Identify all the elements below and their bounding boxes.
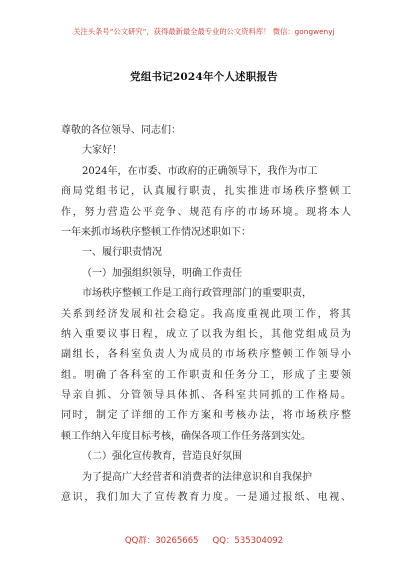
paragraph-line: 同时，制定了详细的工作方案和考核办法，将市场秩序整 <box>61 410 351 422</box>
paragraph-line: 商局党组书记，认真履行职责，扎实推进市场秩序整顿工 <box>61 186 351 198</box>
paragraph-line: 导亲自抓、分管领导具体抓、各科室共同抓的工作格局。 <box>61 390 351 402</box>
salutation: 尊敬的各位领导、同志们： <box>61 125 181 136</box>
footer-contact <box>0 534 408 546</box>
document-body <box>61 121 351 508</box>
qq-number: QQ：535304092 <box>212 536 284 546</box>
subsection-heading: （二）强化宣传教育，营造良好氛围 <box>82 451 242 463</box>
paragraph-line: 纳入重要议事日程，成立了以我为组长，其他党组成员为 <box>61 328 351 340</box>
paragraph-line: 组。明确了各科室的工作职责和任务分工，形成了主要领 <box>61 369 351 381</box>
section-heading: 一、履行职责情况 <box>82 247 162 259</box>
paragraph-line: 意识，我们加大了宣传教育力度。一是通过报纸、电视、 <box>61 492 351 504</box>
document-title: 党组书记2024年个人述职报告 <box>130 71 278 83</box>
paragraph-line: 2024年，在市委、市政府的正确领导下，我作为市工 <box>82 165 318 177</box>
paragraph-line: 副组长，各科室负责人为成员的市场秩序整顿工作领导小 <box>61 349 351 361</box>
greeting: 大家好！ <box>82 145 122 157</box>
subsection-heading: （一）加强组织领导，明确工作责任 <box>82 267 242 279</box>
paragraph-line: 作，努力营造公平竞争、规范有序的市场环境。现将本人 <box>61 206 351 218</box>
paragraph-line: 为了提高广大经营者和消费者的法律意识和自我保护 <box>82 471 312 483</box>
paragraph-line: 关系到经济发展和社会稳定。我高度重视此项工作，将其 <box>61 308 351 320</box>
paragraph-line: 顿工作纳入年度目标考核，确保各项工作任务落到实处。 <box>61 430 311 442</box>
qq-group-number: QQ群：30265665 <box>124 536 199 546</box>
paragraph-line: 市场秩序整顿工作是工商行政管理部门的重要职责， <box>82 288 312 300</box>
header-notice: 关注头条号“公文研究”，获得最新最全最专业的公文资料库！ 微信：gongwenyj <box>73 27 335 36</box>
paragraph-line: 一年来抓市场秩序整顿工作情况述职如下： <box>61 226 251 238</box>
